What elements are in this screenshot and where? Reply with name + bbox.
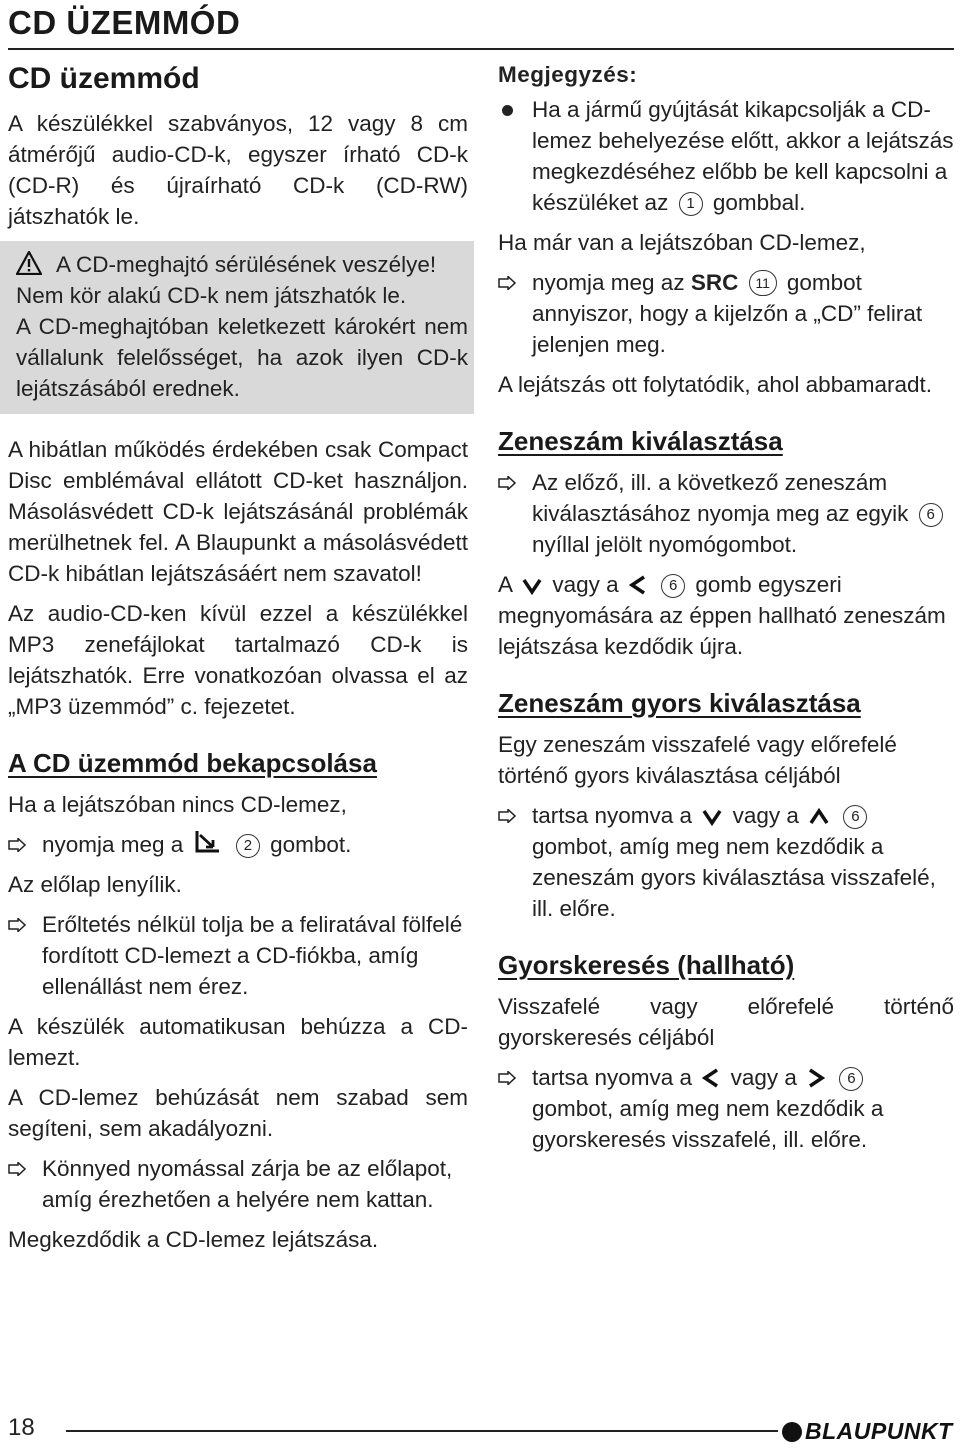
button-number-badge: 11 bbox=[749, 270, 777, 296]
section-title: CD üzemmód bbox=[8, 62, 200, 95]
step-src-text-post: gombot annyiszor, hogy a kijelzőn a „CD” felirat jelenjen meg. bbox=[532, 270, 923, 357]
left-column bbox=[8, 62, 468, 1264]
note-bullet-text-post: gombbal. bbox=[712, 190, 806, 215]
search-paragraph: Visszafelé vagy előrefelé történő gyorskeresés céljából bbox=[498, 994, 954, 1050]
track-p-vagy: vagy a bbox=[552, 572, 619, 597]
button-number-badge: 6 bbox=[661, 574, 685, 598]
title-divider bbox=[8, 48, 954, 50]
brand-logo bbox=[782, 1418, 953, 1445]
chevron-left-icon bbox=[702, 1068, 720, 1088]
no-help-paragraph: A CD-lemez behúzását nem szabad sem segíteni, sem akadályozni. bbox=[8, 1085, 468, 1141]
button-number-badge: 1 bbox=[679, 192, 703, 216]
chevron-right-icon bbox=[807, 1068, 825, 1088]
search-step-text-pre: tartsa nyomva a bbox=[532, 1065, 693, 1090]
src-key-label: SRC bbox=[690, 270, 739, 295]
track-select-title: Zeneszám kiválasztása bbox=[498, 426, 783, 456]
step-arrow-icon bbox=[498, 1071, 516, 1085]
right-column bbox=[498, 62, 954, 1164]
search-title: Gyorskeresés (hallható) bbox=[498, 950, 795, 980]
warning-text: A CD-meghajtó sérülésének veszélye! bbox=[56, 252, 437, 277]
compact-disc-paragraph: A hibátlan működés érdekében csak Compact Disc emblémával ellátott CD-ket használjon. Másolásvédett CD-k lejátszásánál problémák merülhetnek fel. A Blaupunkt a másolásvédett CD-k hibátlan lejátszásáért nem szavatol! bbox=[8, 437, 468, 586]
track-restart-paragraph bbox=[498, 569, 954, 662]
chevron-up-icon bbox=[809, 808, 829, 826]
note-bullet bbox=[498, 94, 954, 218]
search-step-vagy: vagy a bbox=[730, 1065, 797, 1090]
step-arrow-icon bbox=[498, 809, 516, 823]
warning-triangle-icon bbox=[16, 251, 42, 275]
bullet-dot-icon bbox=[502, 105, 513, 116]
cd-mode-on-title: A CD üzemmód bekapcsolása bbox=[8, 748, 377, 778]
step-close-text: Könnyed nyomással zárja be az előlapot, amíg érezhetően a helyére nem kattan. bbox=[42, 1156, 453, 1212]
brand-dot-icon bbox=[782, 1422, 802, 1442]
button-number-badge: 6 bbox=[919, 503, 943, 527]
button-number-badge: 2 bbox=[236, 834, 260, 858]
warning-line-3: A CD-meghajtóban keletkezett károkért nem vállalunk felelősséget, ha azok ilyen CD-k lejátszásából erednek. bbox=[16, 314, 468, 401]
step-fast-select bbox=[498, 800, 954, 924]
note-heading: Megjegyzés: bbox=[498, 62, 638, 87]
warning-line-2: Nem kör alakú CD-k nem játszhatók le. bbox=[16, 283, 407, 308]
footer-divider bbox=[66, 1430, 778, 1432]
step-press-src bbox=[498, 267, 954, 360]
step-close-panel bbox=[8, 1153, 468, 1215]
page-title: CD ÜZEMMÓD bbox=[8, 4, 241, 41]
step-arrow-icon bbox=[8, 918, 26, 932]
button-number-badge: 6 bbox=[839, 1067, 863, 1091]
step-arrow-icon bbox=[8, 838, 26, 852]
open-panel-icon bbox=[194, 829, 222, 855]
no-cd-paragraph: Ha a lejátszóban nincs CD-lemez, bbox=[8, 792, 347, 817]
step-arrow-icon bbox=[498, 476, 516, 490]
page-number: 18 bbox=[8, 1414, 35, 1441]
step-open-text-post: gombot. bbox=[270, 832, 352, 857]
chevron-left-icon bbox=[629, 575, 647, 595]
has-cd-paragraph: Ha már van a lejátszóban CD-lemez, bbox=[498, 230, 866, 255]
track-step-text-post: nyíllal jelölt nyomógombot. bbox=[532, 532, 798, 557]
step-arrow-icon bbox=[8, 1162, 26, 1176]
step-search bbox=[498, 1062, 954, 1155]
track-step-text-pre: Az előző, ill. a következő zeneszám kiválasztásához nyomja meg az egyik bbox=[532, 470, 909, 526]
brand-name: BLAUPUNKT bbox=[805, 1418, 953, 1444]
warning-box bbox=[0, 241, 474, 414]
note-bullet-text-pre: Ha a jármű gyújtását kikapcsolják a CD-lemez behelyezése előtt, akkor a lejátszás megkezdéséhez előbb be kell kapcsolni a készüléket az bbox=[532, 97, 954, 215]
resume-paragraph: A lejátszás ott folytatódik, ahol abbamaradt. bbox=[498, 372, 933, 397]
fast-step-text-post: gombot, amíg meg nem kezdődik a zeneszám gyors kiválasztása visszafelé, ill. előre. bbox=[532, 834, 936, 921]
track-p-a: A bbox=[498, 572, 512, 597]
fast-step-vagy: vagy a bbox=[732, 803, 799, 828]
chevron-down-icon bbox=[702, 808, 722, 826]
fast-select-paragraph: Egy zeneszám visszafelé vagy előrefelé történő gyors kiválasztása céljából bbox=[498, 732, 897, 788]
step-arrow-icon bbox=[498, 276, 516, 290]
chevron-down-icon bbox=[522, 577, 542, 595]
panel-opens-paragraph: Az előlap lenyílik. bbox=[8, 872, 182, 897]
intro-paragraph: A készülékkel szabványos, 12 vagy 8 cm átmérőjű audio-CD-k, egyszer írható CD-k (CD-R) és újraírható CD-k (CD-RW) játszhatók le. bbox=[8, 111, 468, 229]
step-track-select bbox=[498, 467, 954, 560]
step-open-panel bbox=[8, 829, 468, 860]
step-open-text-pre: nyomja meg a bbox=[42, 832, 184, 857]
playback-starts-paragraph: Megkezdődik a CD-lemez lejátszása. bbox=[8, 1227, 379, 1252]
fast-step-text-pre: tartsa nyomva a bbox=[532, 803, 693, 828]
step-src-text-pre: nyomja meg az bbox=[532, 270, 685, 295]
track-p-post: gomb egyszeri megnyomására az éppen hallható zeneszám lejátszása kezdődik újra. bbox=[498, 572, 946, 659]
fast-select-title: Zeneszám gyors kiválasztása bbox=[498, 688, 861, 718]
step-insert-cd bbox=[8, 909, 468, 1002]
search-step-text-post: gombot, amíg meg nem kezdődik a gyorskeresés visszafelé, ill. előre. bbox=[532, 1096, 884, 1152]
button-number-badge: 6 bbox=[843, 805, 867, 829]
step-insert-text: Erőltetés nélkül tolja be a feliratával fölfelé fordított CD-lemezt a CD-fiókba, amíg ellenállást nem érez. bbox=[42, 912, 463, 999]
warning-line-1 bbox=[16, 249, 468, 280]
mp3-paragraph: Az audio-CD-ken kívül ezzel a készülékkel MP3 zenefájlokat tartalmazó CD-k is lejátszhatók. Erre vonatkozóan olvassa el az „MP3 üzemmód” c. fejezetet. bbox=[8, 601, 468, 719]
auto-load-paragraph: A készülék automatikusan behúzza a CD-lemezt. bbox=[8, 1014, 468, 1070]
